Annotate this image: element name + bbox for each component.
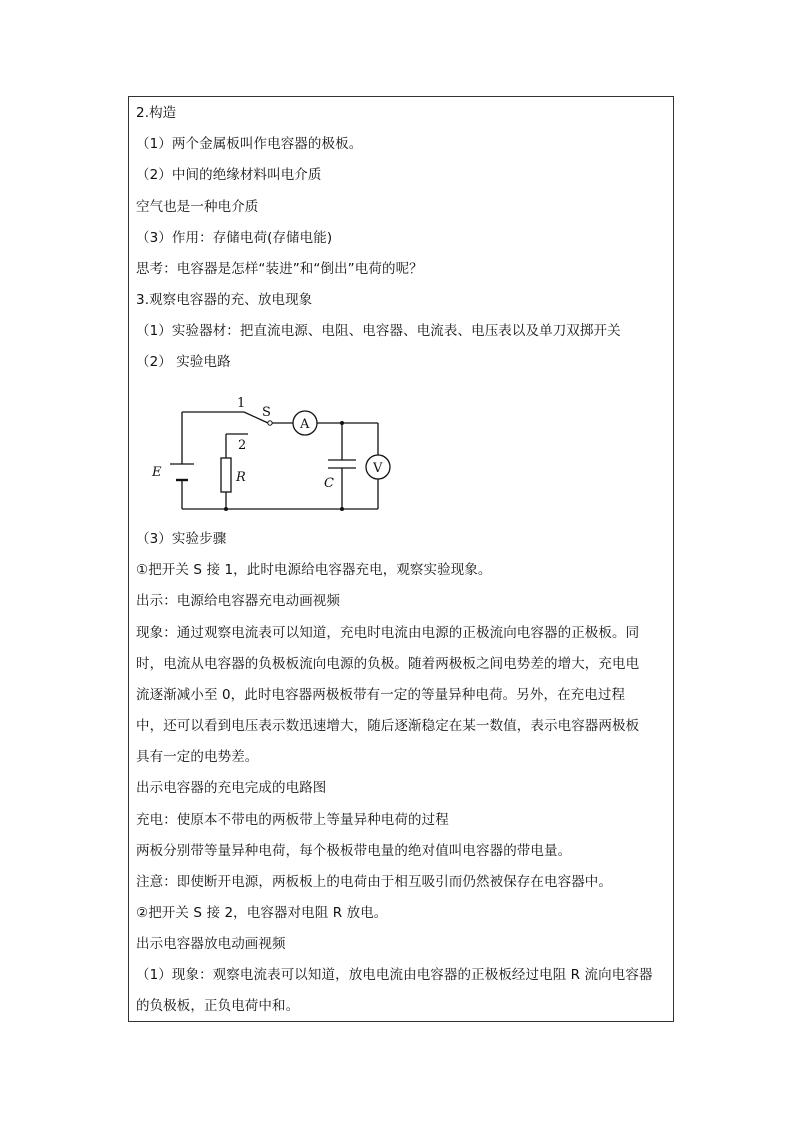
text-line: （2）中间的绝缘材料叫电介质	[136, 167, 322, 183]
junction-dot	[340, 507, 344, 511]
label-resistor-r: R	[236, 470, 246, 485]
text-line: （2） 实验电路	[136, 354, 231, 370]
step-2: ②把开关 S 接 2，电容器对电阻 R 放电。	[136, 905, 388, 921]
text-line: 出示电容器放电动画视频	[136, 936, 286, 952]
text-line: （3）作用：存储电荷(存储电能)	[136, 230, 333, 246]
heading-structure: 2.构造	[136, 105, 177, 121]
label-switch-s: S	[262, 405, 271, 420]
label-contact-1: 1	[237, 396, 246, 411]
text-line: （3）实验步骤	[136, 531, 227, 547]
text-line: 注意：即使断开电源，两板板上的电荷由于相互吸引而仍然被保存在电容器中。	[136, 874, 612, 890]
junction-dot	[224, 507, 228, 511]
label-ammeter-a: A	[300, 417, 310, 432]
step-1: ①把开关 S 接 1，此时电源给电容器充电，观察实验现象。	[136, 562, 492, 578]
paragraph-line: （1）现象：观察电流表可以知道，放电电流由电容器的正极板经过电阻 R 流向电容器	[136, 967, 653, 983]
text-line: 充电：使原本不带电的两板带上等量异种电荷的过程	[136, 812, 449, 828]
heading-experiment: 3.观察电容器的充、放电现象	[136, 292, 313, 308]
junction-dot	[340, 421, 344, 425]
text-line: （1）两个金属板叫作电容器的极板。	[136, 136, 363, 152]
text-line: 空气也是一种电介质	[136, 199, 259, 215]
text-line: （1）实验器材：把直流电源、电阻、电容器、电流表、电压表以及单刀双掷开关	[136, 323, 621, 339]
label-voltmeter-v: V	[373, 461, 383, 476]
paragraph-line: 中，还可以看到电压表示数迅速增大，随后逐渐稳定在某一数值，表示电容器两极板	[136, 718, 640, 734]
text-line: 两板分别带等量异种电荷，每个极板带电量的绝对值叫电容器的带电量。	[136, 843, 572, 859]
label-contact-2: 2	[238, 438, 247, 453]
label-battery-e: E	[152, 465, 162, 480]
text-line: 出示电容器的充电完成的电路图	[136, 780, 327, 796]
paragraph-line: 的负极板，正负电荷中和。	[136, 998, 300, 1014]
paragraph-line: 现象：通过观察电流表可以知道，充电时电流由电源的正极流向电容器的正极板。同	[136, 625, 640, 641]
paragraph-line: 时，电流从电容器的负极板流向电源的负极。随着两极板之间电势差的增大，充电电	[136, 656, 640, 672]
paragraph-line: 具有一定的电势差。	[136, 749, 259, 765]
paragraph-line: 流逐渐减小至 0，此时电容器两极板带有一定的等量异种电荷。另外，在充电过程	[136, 687, 626, 703]
label-capacitor-c: C	[324, 476, 334, 491]
circuit-diagram	[140, 392, 400, 522]
resistor	[221, 458, 231, 492]
text-line: 出示：电源给电容器充电动画视频	[136, 593, 340, 609]
switch-pivot	[268, 421, 272, 425]
text-line: 思考：电容器是怎样“装进”和“倒出”电荷的呢？	[136, 261, 423, 277]
